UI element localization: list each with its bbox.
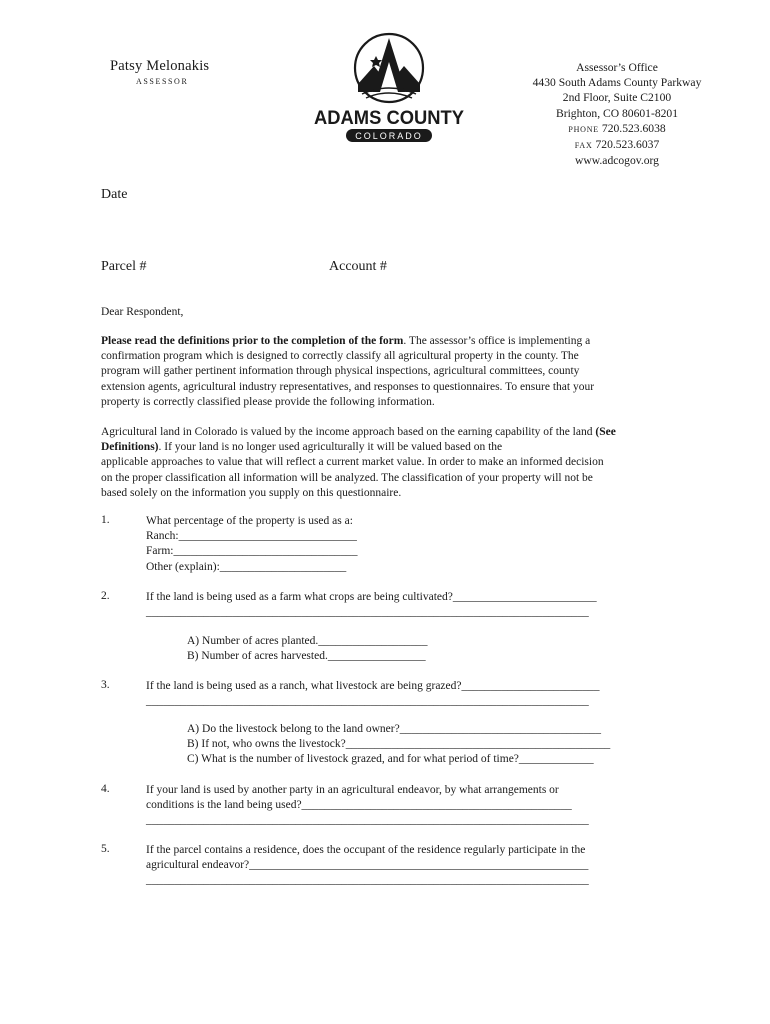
account-label: Account # — [329, 259, 387, 274]
phone-label: PHONE — [568, 124, 599, 134]
valuation-paragraph — [101, 425, 661, 501]
ranch-blank[interactable]: Ranch:_______________________________ — [146, 530, 357, 543]
question-5-blank-2[interactable]: _____________________________________________________________________________ — [146, 874, 589, 887]
question-2-text[interactable]: If the land is being used as a farm what crops are being cultivated?_________________________ — [146, 591, 597, 603]
question-5-text: If the parcel contains a residence, does the occupant of the residence regularly participate in the — [146, 844, 586, 856]
office-address-line2: 2nd Floor, Suite C2100 — [562, 91, 672, 105]
question-2 — [146, 590, 597, 620]
adams-county-logo-icon — [312, 32, 466, 146]
question-4 — [146, 783, 589, 829]
farm-blank[interactable]: Farm:________________________________ — [146, 545, 358, 558]
adams-county-logo — [312, 32, 466, 146]
assessor-name: Patsy Melonakis — [110, 58, 210, 74]
office-phone-row — [528, 121, 706, 137]
salutation: Dear Respondent, — [101, 306, 184, 318]
intro-line-2: confirmation program which is designed to correctly classify all agricultural property in the county. The — [101, 350, 579, 363]
valuation-line-4: on the proper classification all information will be analyzed. The classification of your property will not be — [101, 471, 593, 484]
phone-number: 720.523.6038 — [601, 121, 666, 135]
acres-harvested-blank[interactable]: B) Number of acres harvested._________________ — [187, 650, 426, 663]
question-4-number: 4. — [101, 783, 110, 795]
question-3-subitems — [187, 722, 610, 768]
livestock-owner-blank[interactable]: A) Do the livestock belong to the land owner?___________________________________ — [187, 723, 601, 735]
intro-line-5: property is correctly classified please provide the following information. — [101, 395, 435, 408]
definitions-bold: Definitions) — [101, 441, 159, 454]
valuation-line-2: . If your land is no longer used agriculturally it will be valued based on the — [158, 441, 503, 454]
question-2-number: 2. — [101, 590, 110, 602]
intro-line-1: . The assessor’s office is implementing a — [403, 335, 591, 347]
date-label: Date — [101, 187, 128, 202]
question-4-blank-2[interactable]: _____________________________________________________________________________ — [146, 814, 589, 827]
assessor-title: ASSESSOR — [136, 77, 189, 86]
question-5 — [146, 843, 589, 889]
office-title: Assessor’s Office — [576, 61, 658, 74]
question-5-number: 5. — [101, 843, 110, 855]
question-1 — [146, 514, 357, 575]
question-3-number: 3. — [101, 679, 110, 691]
logo-county-name: ADAMS COUNTY — [314, 108, 465, 129]
intro-line-4: extension agents, agricultural industry representatives, and responses to questionnaires. To ensure that your — [101, 380, 595, 393]
logo-state: COLORADO — [355, 131, 423, 141]
question-5-blank[interactable]: agricultural endeavor?___________________________________________________________ — [146, 859, 589, 872]
fax-label: FAX — [574, 141, 593, 151]
parcel-label: Parcel # — [101, 259, 147, 274]
question-3-blank[interactable]: _____________________________________________________________________________ — [146, 695, 589, 708]
valuation-line-3: applicable approaches to value that will reflect a current market value. In order to make an informed decision — [101, 456, 604, 469]
question-4-text: If your land is used by another party in an agricultural endeavor, by what arrangements or — [146, 784, 559, 796]
livestock-number-blank[interactable]: C) What is the number of livestock grazed, and for what period of time?_____________ — [187, 753, 594, 766]
question-3 — [146, 679, 600, 709]
question-4-blank[interactable]: conditions is the land being used?_______________________________________________ — [146, 799, 572, 812]
office-address-block — [528, 60, 706, 168]
intro-paragraph — [101, 334, 661, 410]
office-fax-row — [528, 137, 706, 153]
valuation-line-1: Agricultural land in Colorado is valued by the income approach based on the earning capability of the land — [101, 426, 596, 438]
fax-number: 720.523.6037 — [595, 138, 660, 152]
question-1-number: 1. — [101, 514, 110, 526]
question-2-subitems — [187, 634, 428, 664]
livestock-who-owns-blank[interactable]: B) If not, who owns the livestock?______________________________________________ — [187, 738, 611, 751]
other-blank[interactable]: Other (explain):______________________ — [146, 560, 347, 573]
valuation-line-5: based solely on the information you supply on this questionnaire. — [101, 486, 402, 499]
intro-line-3: program will gather pertinent information through physical inspections, agricultural committees, county — [101, 365, 580, 378]
office-city: Brighton, CO 80601-8201 — [555, 106, 679, 120]
see-bold: (See — [595, 426, 616, 438]
question-3-text[interactable]: If the land is being used as a ranch, what livestock are being grazed?________________________ — [146, 680, 600, 692]
question-2-blank[interactable]: _____________________________________________________________________________ — [146, 606, 589, 619]
question-1-text: What percentage of the property is used as a: — [146, 515, 353, 527]
office-address-line1: 4430 South Adams County Parkway — [532, 76, 702, 90]
office-website: www.adcogov.org — [575, 154, 659, 168]
intro-bold-instruction: Please read the definitions prior to the completion of the form — [101, 335, 404, 347]
acres-planted-blank[interactable]: A) Number of acres planted.___________________ — [187, 635, 428, 647]
